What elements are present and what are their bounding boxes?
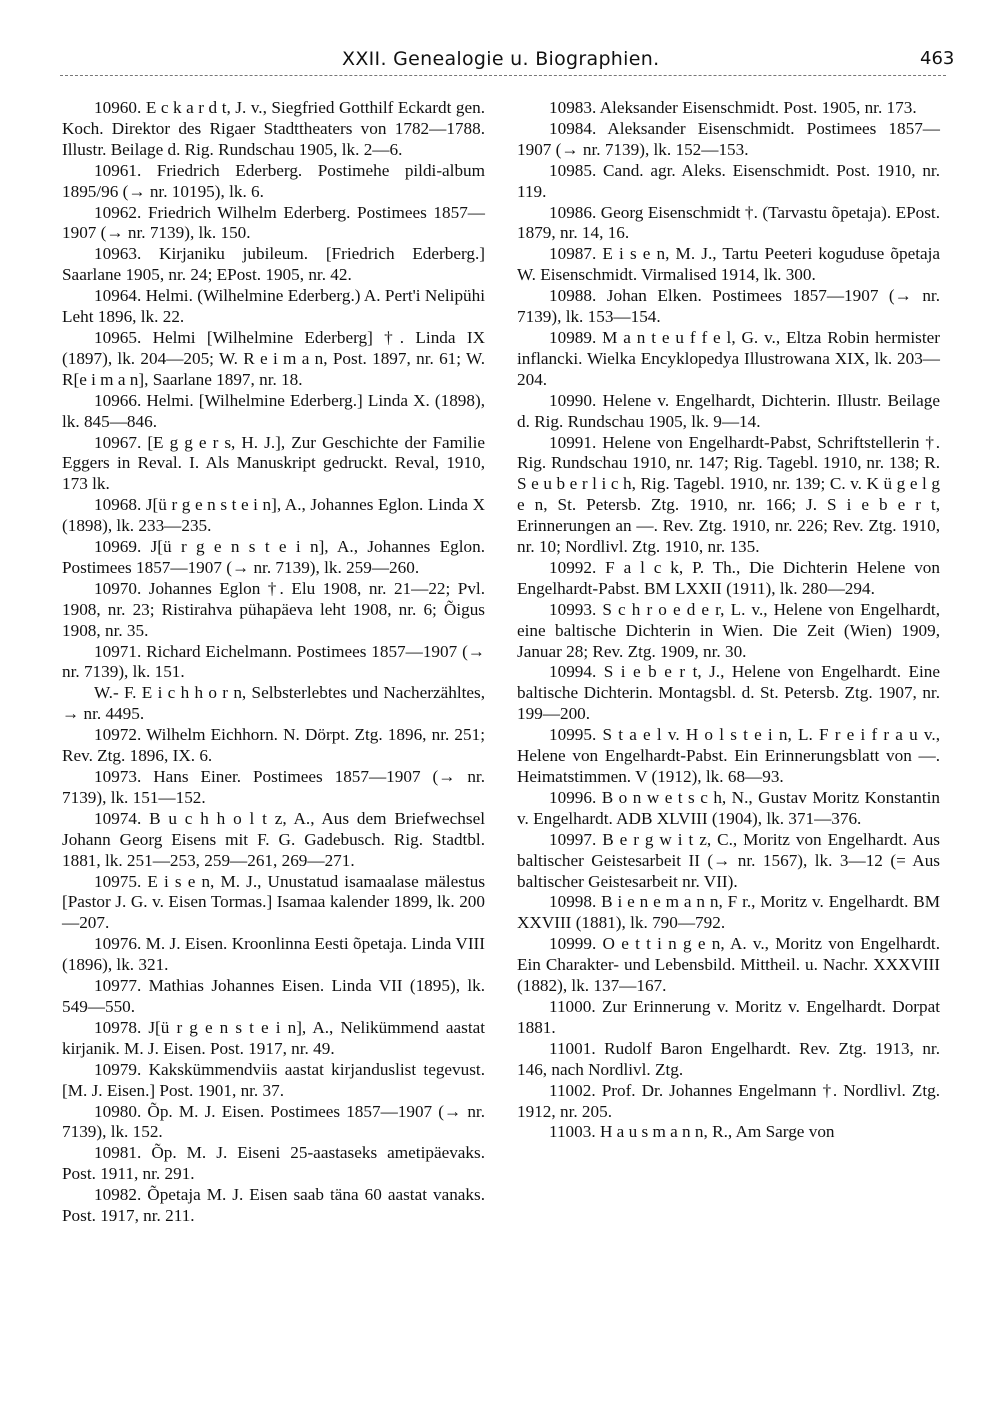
right-column bbox=[517, 98, 940, 1143]
entry-number: 10973. bbox=[94, 767, 142, 786]
bibliography-entry bbox=[62, 98, 485, 161]
bibliography-entry bbox=[62, 934, 485, 976]
bibliography-entry bbox=[517, 600, 940, 663]
entry-number: 10968. bbox=[94, 495, 142, 515]
bibliography-entry bbox=[62, 642, 485, 684]
entry-number: 10994. bbox=[549, 662, 597, 682]
entry-text: Rudolf Baron Engelhardt. Rev. Ztg. 1913, nr. 146, nach Nordlivl. Ztg. bbox=[517, 1038, 941, 1079]
entry-text: S c h r o e d e r, L. v., Helene von Engelhardt, eine baltische Dichterin in Wien. Die Zeit (Wien) 1909, Januar 28; Rev. Ztg. 1909, nr. 30. bbox=[517, 599, 940, 661]
entry-text: Helmi [Wilhelmine Ederberg] †. Linda IX (1897), lk. 204—205; W. R e i m a n, Post. 1897, nr. 61; W. R[e i m a n], Saarlane 1897, nr. 18. bbox=[62, 327, 485, 389]
entry-number: 11000. bbox=[549, 996, 596, 1016]
entry-number: 10982. bbox=[94, 1185, 142, 1205]
entry-text: Johan Elken. Postimees 1857—1907 (→ nr. 7139), lk. 153—154. bbox=[517, 286, 941, 327]
entry-number: 10995. bbox=[549, 725, 597, 745]
bibliography-entry bbox=[517, 1081, 940, 1123]
entry-text: Wilhelm Eichhorn. N. Dörpt. Ztg. 1896, nr. 251; Rev. Ztg. 1896, IX. 6. bbox=[62, 725, 485, 766]
entry-text: E i s e n, M. J., Tartu Peeteri koguduse õpetaja W. Eisenschmidt. Virmalised 1914, lk. 300. bbox=[517, 244, 941, 285]
entry-number: 10961. bbox=[94, 160, 142, 180]
entry-number: 10969. bbox=[94, 537, 142, 557]
bibliography-entry bbox=[517, 725, 940, 788]
bibliography-entry bbox=[62, 872, 485, 935]
entry-text: Friedrich Ederberg. Postimehe pildi-album 1895/96 (→ nr. 10195), lk. 6. bbox=[62, 160, 486, 201]
entry-text: Georg Eisenschmidt †. (Tarvastu õpetaja). EPost. 1879, nr. 14, 16. bbox=[517, 202, 940, 243]
entry-number: 10967. bbox=[94, 432, 142, 452]
bibliography-entry bbox=[517, 286, 940, 328]
bibliography-entry bbox=[517, 203, 940, 245]
entry-number: 10962. bbox=[94, 202, 142, 222]
entry-text: O e t t i n g e n, A. v., Moritz von Engelhardt. Ein Charakter- und Lebensbild. Mittheil. u. Nachr. XXXVIII (1882), lk. 137—167. bbox=[517, 934, 941, 996]
entry-text: J[ü r g e n s t e i n], A., Nelikümmend aastat kirjanik. M. J. Eisen. Post. 1917, nr. 49. bbox=[62, 1017, 485, 1058]
entry-text: J[ü r g e n s t e i n], A., Johannes Eglon. Postimees 1857—1907 (→ nr. 7139), lk. 259—260. bbox=[62, 537, 486, 577]
bibliography-entry bbox=[517, 997, 940, 1039]
bibliography-entry bbox=[62, 203, 485, 245]
entry-number: W.- bbox=[94, 683, 119, 703]
bibliography-entry bbox=[62, 683, 485, 725]
entry-text: Aleksander Eisenschmidt. Postimees 1857—1907 (→ nr. 7139), lk. 152—153. bbox=[517, 118, 940, 159]
entry-number: 10986. bbox=[549, 202, 597, 222]
entry-number: 11001. bbox=[549, 1038, 596, 1058]
entry-text: Cand. agr. Aleks. Eisenschmidt. Post. 1910, nr. 119. bbox=[517, 160, 940, 201]
bibliography-entry bbox=[62, 391, 485, 433]
bibliography-entry bbox=[517, 830, 940, 893]
entry-number: 10975. bbox=[94, 871, 142, 891]
entry-text: Helmi. [Wilhelmine Ederberg.] Linda X. (1898), lk. 845—846. bbox=[62, 390, 486, 431]
entry-text: E i s e n, M. J., Unustatud isamaalase mälestus [Pastor J. G. v. Eisen Tormas.] Isamaa kalender 1899, lk. 200—207. bbox=[62, 871, 486, 933]
entry-number: 10998. bbox=[549, 892, 597, 912]
entry-number: 10985. bbox=[549, 160, 597, 180]
entry-text: Johannes Eglon †. Elu 1908, nr. 21—22; Pvl. 1908, nr. 23; Ristirahva pühapäeva leht 1908, nr. 6; Õigus 1908, nr. 35. bbox=[62, 578, 485, 640]
bibliography-entry bbox=[62, 767, 485, 809]
entry-text: [E g g e r s, H. J.], Zur Geschichte der Familie Eggers in Reval. I. Als Manuskript gedruckt. Reval, 1910, 173 lk. bbox=[62, 432, 486, 494]
bibliography-entry bbox=[517, 662, 940, 725]
entry-text: Kakskümmendviis aastat kirjanduslist tegevust. [M. J. Eisen.] Post. 1901, nr. 37. bbox=[62, 1059, 485, 1100]
bibliography-entry bbox=[62, 976, 485, 1018]
entry-text: S t a e l v. H o l s t e i n, L. F r e i f r a u v., Helene von Engelhardt-Pabst. Ein Erinnerungsblatt von —. Heimatstimmen. V (1912), lk. 68—93. bbox=[517, 725, 940, 786]
entry-number: 10989. bbox=[549, 327, 597, 347]
bibliography-entry bbox=[517, 244, 940, 286]
left-column bbox=[62, 98, 485, 1227]
entry-number: 10984. bbox=[549, 118, 597, 138]
bibliography-entry bbox=[62, 1018, 485, 1060]
entry-number: 10964. bbox=[94, 286, 142, 306]
bibliography-entry bbox=[62, 286, 485, 328]
bibliography-entry bbox=[517, 1122, 940, 1143]
bibliography-entry bbox=[517, 1039, 940, 1081]
entry-number: 10960. bbox=[94, 98, 142, 117]
entry-number: 10972. bbox=[94, 725, 142, 745]
entry-text: B o n w e t s c h, N., Gustav Moritz Konstantin v. Engelhardt. ADB XLVIII (1904), lk. 371—376. bbox=[517, 787, 941, 828]
entry-number: 10983. bbox=[549, 98, 597, 117]
bibliography-entry bbox=[62, 1060, 485, 1102]
entry-number: 10996. bbox=[549, 787, 597, 807]
entry-number: 10966. bbox=[94, 390, 142, 410]
entry-text: Zur Erinnerung v. Moritz v. Engelhardt. Dorpat 1881. bbox=[517, 996, 941, 1037]
bibliography-entry bbox=[62, 244, 485, 286]
entry-text: Friedrich Wilhelm Ederberg. Postimees 1857—1907 (→ nr. 7139), lk. 150. bbox=[62, 202, 485, 243]
entry-number: 10987. bbox=[549, 244, 597, 264]
entry-text: Prof. Dr. Johannes Engelmann †. Nordlivl. Ztg. 1912, nr. 205. bbox=[517, 1080, 941, 1121]
entry-number: 10974. bbox=[94, 808, 142, 828]
entry-text: J[ü r g e n s t e i n], A., Johannes Eglon. Linda X (1898), lk. 233—235. bbox=[62, 495, 486, 536]
entry-number: 10999. bbox=[549, 934, 597, 954]
entry-number: 10976. bbox=[94, 934, 142, 954]
bibliography-entry bbox=[62, 1143, 485, 1185]
bibliography-entry bbox=[62, 1185, 485, 1227]
entry-number: 10971. bbox=[94, 641, 142, 661]
entry-text: Helmi. (Wilhelmine Ederberg.) A. Pert'i Nelipühi Leht 1896, lk. 22. bbox=[62, 286, 485, 327]
entry-text: H a u s m a n n, R., Am Sarge von bbox=[599, 1122, 835, 1142]
entry-number: 11002. bbox=[549, 1080, 596, 1100]
entry-text: B e r g w i t z, C., Moritz von Engelhardt. Aus baltischer Geistesarbeit II (→ nr. 1567), lk. 3—12 (= Aus baltischer Geistesarbeit nr. VII). bbox=[517, 829, 940, 891]
header-rule bbox=[60, 75, 946, 76]
entry-number: 10977. bbox=[94, 976, 142, 996]
bibliography-entry bbox=[62, 537, 485, 579]
bibliography-entry bbox=[62, 809, 485, 872]
bibliography-entry bbox=[62, 495, 485, 537]
bibliography-entry bbox=[62, 1102, 485, 1144]
bibliography-entry bbox=[517, 328, 940, 391]
page-number: 463 bbox=[920, 48, 955, 69]
entry-text: B u c h h o l t z, A., Aus dem Briefwechsel Johann Georg Eisens mit F. G. Gadebusch. Rig. Stadtbl. 1881, lk. 251—253, 259—261, 269—271. bbox=[62, 808, 485, 870]
bibliography-entry bbox=[517, 119, 940, 161]
bibliography-entry bbox=[62, 725, 485, 767]
entry-number: 10997. bbox=[549, 829, 597, 849]
bibliography-entry bbox=[517, 892, 940, 934]
bibliography-entry bbox=[517, 788, 940, 830]
entry-text: Helene von Engelhardt-Pabst, Schriftstellerin †. Rig. Rundschau 1910, nr. 147; Rig. Tagebl. 1910, nr. 138; R. S e u b e r l i c h, Rig. Tagebl. 1910, nr. 139; C. v. K ü g e l g e n, St. Petersb. Ztg. 1910, nr. 166; J. S i e b e r t, Erinnerungen an —. Rev. Ztg. 1910, nr. 226; Rev. Ztg. 1910, nr. 10; Nordlivl. Ztg. 1910, nr. 135. bbox=[517, 432, 941, 557]
entry-number: 10970. bbox=[94, 578, 142, 598]
entry-text: Aleksander Eisenschmidt. Post. 1905, nr. 173. bbox=[599, 98, 917, 117]
entry-text: Hans Einer. Postimees 1857—1907 (→ nr. 7139), lk. 151—152. bbox=[62, 767, 485, 807]
entry-number: 10978. bbox=[94, 1017, 142, 1037]
running-header bbox=[0, 44, 1000, 78]
entry-text: Kirjaniku jubileum. [Friedrich Ederberg.] Saarlane 1905, nr. 24; EPost. 1905, nr. 42. bbox=[62, 244, 485, 285]
bibliography-entry bbox=[517, 433, 940, 558]
bibliography-entry bbox=[62, 328, 485, 391]
entry-number: 10980. bbox=[94, 1101, 142, 1121]
entry-text: Õp. M. J. Eiseni 25-aastaseks ametipäevaks. Post. 1911, nr. 291. bbox=[62, 1143, 485, 1184]
bibliography-entry bbox=[517, 558, 940, 600]
bibliography-entry bbox=[517, 934, 940, 997]
entry-text: S i e b e r t, J., Helene von Engelhardt. Eine baltische Dichterin. Montagsbl. d. St. Petersb. Ztg. 1907, nr. 199—200. bbox=[517, 662, 940, 724]
entry-text: Õpetaja M. J. Eisen saab täna 60 aastat vanaks. Post. 1917, nr. 211. bbox=[62, 1185, 486, 1226]
bibliography-entry bbox=[517, 161, 940, 203]
entry-number: 10992. bbox=[549, 557, 597, 577]
section-title: XXII. Genealogie u. Biographien. bbox=[342, 48, 660, 70]
entry-text: Richard Eichelmann. Postimees 1857—1907 (→ nr. 7139), lk. 151. bbox=[62, 641, 485, 682]
entry-text: Helene v. Engelhardt, Dichterin. Illustr. Beilage d. Rig. Rundschau 1905, lk. 9—14. bbox=[517, 390, 940, 431]
bibliography-entry bbox=[517, 391, 940, 433]
entry-number: 10988. bbox=[549, 286, 597, 306]
entry-number: 10981. bbox=[94, 1143, 142, 1163]
entry-text: M. J. Eisen. Kroonlinna Eesti õpetaja. Linda VIII (1896), lk. 321. bbox=[62, 934, 485, 975]
entry-text: F. E i c h h o r n, Selbsterlebtes und Nacherzähltes, → nr. 4495. bbox=[62, 683, 486, 724]
entry-text: E c k a r d t, J. v., Siegfried Gotthilf Eckardt gen. Koch. Direktor des Rigaer Stadttheaters von 1782—1788. Illustr. Beilage d. Rig. Rundschau 1905, lk. 2—6. bbox=[62, 98, 486, 159]
entry-text: F a l c k, P. Th., Die Dichterin Helene von Engelhardt-Pabst. BM LXXII (1911), lk. 280—294. bbox=[517, 557, 940, 598]
bibliography-entry bbox=[62, 433, 485, 496]
bibliography-entry bbox=[517, 98, 940, 119]
bibliography-entry bbox=[62, 579, 485, 642]
entry-number: 10965. bbox=[94, 327, 142, 347]
entry-number: 10979. bbox=[94, 1059, 142, 1079]
entry-number: 11003. bbox=[549, 1122, 596, 1142]
entry-text: M a n t e u f f e l, G. v., Eltza Robin hermister inflancki. Wielka Encyklopedya Illustrowana XIX, lk. 203—204. bbox=[517, 327, 940, 389]
entry-number: 10963. bbox=[94, 244, 142, 264]
bibliography-entry bbox=[62, 161, 485, 203]
entry-number: 10991. bbox=[549, 432, 597, 452]
entry-text: B i e n e m a n n, F r., Moritz v. Engelhardt. BM XXVIII (1881), lk. 790—792. bbox=[517, 892, 940, 933]
entry-text: Mathias Johannes Eisen. Linda VII (1895), lk. 549—550. bbox=[62, 976, 486, 1016]
entry-number: 10993. bbox=[549, 599, 597, 619]
entry-number: 10990. bbox=[549, 390, 597, 410]
entry-text: Õp. M. J. Eisen. Postimees 1857—1907 (→ nr. 7139), lk. 152. bbox=[62, 1101, 486, 1142]
